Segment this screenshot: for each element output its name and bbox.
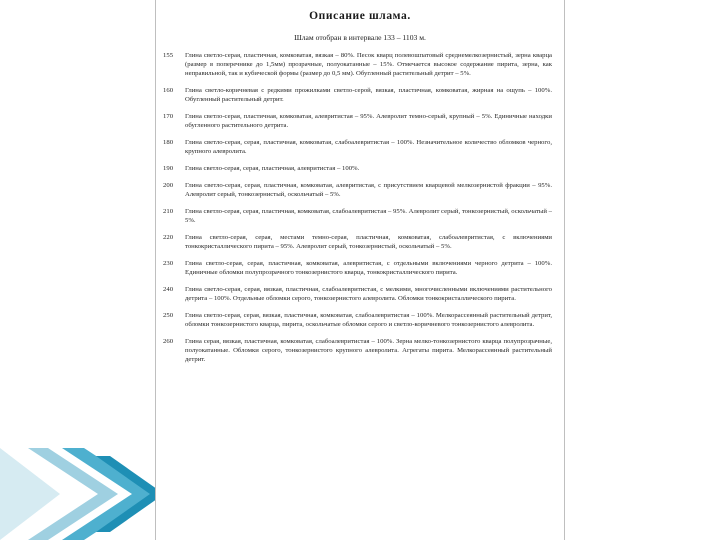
list-item (162, 138, 558, 156)
entry-depth: 200 (163, 182, 174, 189)
entry-text: Глина светло-серая, серая, вязкая, пластичная, слабоалевритистая, с мелкими, многочисленными включениями растительного детрита – 100%. Отдельные обломки серого, тонкозернистого алевролита. Обломки тонкокристаллического пирита. (185, 286, 552, 303)
entry-depth: 180 (163, 139, 174, 147)
document-subtitle: Шлам отобран в интервале 133 – 1103 м. (294, 33, 426, 42)
entry-text: Глина светло-серая, серая, пластичная, комковатая, алевритистая, с присутствием кварцевой мелкозернистой фракции – 95%. Алевролит серый, тонкозернистый, оскольчатый – 5%. (185, 182, 552, 199)
entry-text: Глина светло-коричневая с редкими прожилками светло-серой, вязкая, пластичная, комковатая, жирная на ощупь – 100%. Обугленный растительный детрит. (185, 87, 552, 104)
entry-depth: 220 (163, 234, 174, 241)
list-item (162, 285, 558, 303)
entry-text: Глина светло-серая, серая, пластичная, комковатая, слабоалевритистая – 100%. Незначительное количество обломков черного, крупного алевролита. (185, 139, 552, 156)
entry-text: Глина светло-серая, пластичная, комковатая, алевритистая – 95%. Алевролит темно-серый, крупный – 5%. Единичные находки обугленного растительного детрита. (185, 113, 552, 130)
entry-depth: 170 (163, 113, 174, 121)
entry-text: Глина светло-серая, серая, местами темно-серая, пластичная, комковатая, слабоалевритистая, с включениями тонкокристаллического пирита – 95%. Алевролит серый, тонкозернистый, оскольчатый – 5%. (185, 234, 552, 251)
entry-depth: 250 (163, 312, 174, 319)
list-item (162, 51, 558, 79)
entry-text: Глина серая, вязкая, пластичная, комковатая, слабоалевритистая – 100%. Зерна мелко-тонкозернистого кварца полупрозрачные, полуокатанные. Обломки серого, тонкозернистого крупного алевролита. Агрегаты пирита. Мелкорассеянный растительный детрит. (185, 338, 552, 364)
entry-text: Глина светло-серая, серая, вязкая, пластичная, комковатая, слабоалевритистая – 100%. Мелкорассеянный растительный детрит, обломки тонкозернистого кварца, пирита, оскольчатые обломки серого и светло-коричневого тонкозернистого алевролита. (185, 312, 552, 329)
entry-depth: 190 (163, 165, 174, 173)
list-item (162, 86, 558, 104)
list-item (162, 181, 558, 199)
list-item (162, 337, 558, 365)
list-item (162, 207, 558, 225)
decorative-chevrons (0, 448, 180, 540)
entry-depth: 155 (163, 52, 174, 59)
entry-depth: 240 (163, 286, 174, 293)
entry-text: Глина светло-серая, серая, пластичная, комковатая, алевритистая, с отдельными включениями черного детрита – 100%. Единичные обломки полупрозрачного тонкозернистого кварца, тонкокристаллического пирита. (185, 260, 552, 277)
entry-list (162, 51, 558, 365)
document-title: Описание шлама. (309, 10, 411, 22)
document-page (155, 0, 565, 540)
list-item (162, 311, 558, 329)
entry-depth: 230 (163, 260, 174, 267)
entry-depth: 160 (163, 87, 174, 95)
list-item (162, 259, 558, 277)
list-item (162, 112, 558, 130)
entry-text: Глина светло-серая, серая, пластичная, комковатая, слабоалевритистая – 95%. Алевролит серый, тонкозернистый, оскольчатый – 5%. (185, 208, 552, 225)
entry-depth: 210 (163, 208, 174, 215)
entry-depth: 260 (163, 338, 174, 345)
entry-text: Глина светло-серая, пластичная, комковатая, вязкая – 80%. Песок кварц полевошпатовый среднемелкозернистый, зерна кварца (размер в поперечнике до 1,5мм) прозрачные, полуокатанные – 15%. Отмечается высокое содержание пирита, зерна, как неправильной, так и кубической формы (размер до 0,5 мм). Обугленный растительный детрит – 5%. (185, 52, 552, 78)
list-item (162, 164, 558, 173)
list-item (162, 233, 558, 251)
entry-text: Глина светло-серая, серая, пластичная, алевритистая – 100%. (185, 165, 360, 173)
